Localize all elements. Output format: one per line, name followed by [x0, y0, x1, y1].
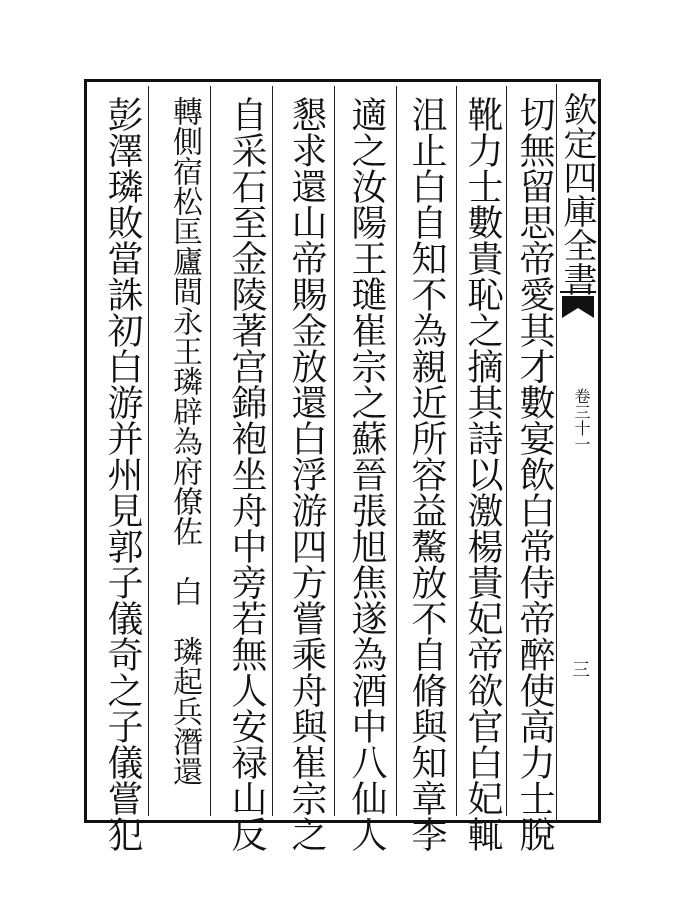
column-rule — [210, 86, 211, 816]
text-column-3: 沮止白自知不為親近所容益驁放不自脩與知章李 — [406, 96, 447, 852]
page-number: 三 — [569, 660, 590, 678]
column-rule — [396, 86, 397, 816]
column-rule — [456, 86, 457, 816]
margin-title: 欽定四庫全書 — [557, 92, 597, 296]
column-rule — [506, 86, 507, 816]
text-column-4: 適之汝陽王璡崔宗之蘇晉張旭焦遂為酒中八仙人 — [346, 96, 387, 852]
text-column-8: 彭澤璘敗當誅初白游并州見郭子儀奇之子儀嘗犯 — [102, 96, 143, 852]
text-column-5: 懇求還山帝賜金放還白浮游四方嘗乘舟與崔宗之 — [286, 96, 327, 852]
column-rule — [272, 86, 273, 816]
volume-label: 卷三十一 — [572, 388, 591, 452]
column-rule — [334, 86, 335, 816]
text-column-2: 靴力士數貴恥之摘其詩以激楊貴妃帝欲官白妃輒 — [462, 96, 503, 852]
text-column-1: 切無留思帝愛其才數宴飲白常侍帝醉使高力士脫 — [514, 96, 555, 852]
text-column-7: 轉側宿松匡廬間永王璘辟為府僚佐 白 璘起兵潛還 — [167, 96, 202, 786]
column-rule — [148, 86, 149, 816]
fishtail-mark-icon — [560, 290, 596, 322]
text-column-6: 自采石至金陵著宫錦袍坐舟中旁若無人安禄山反 — [226, 96, 267, 852]
